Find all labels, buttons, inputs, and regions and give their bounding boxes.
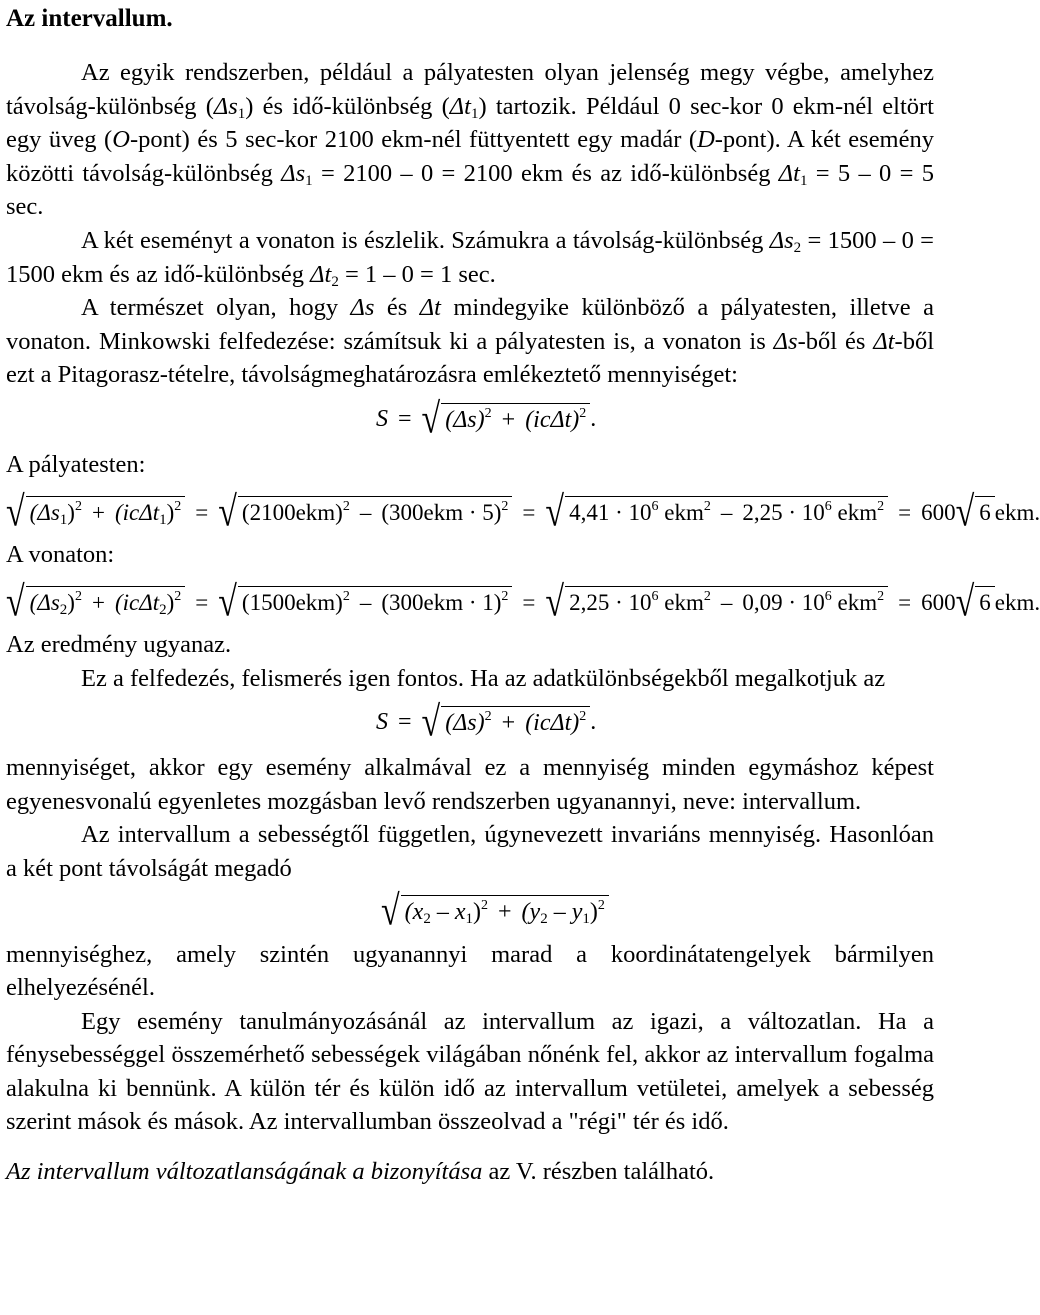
label-train: A vonaton:	[6, 540, 115, 568]
train-formula: √ $(\Delta s_2)^2 + (ic\Delta t_2)^2$ = √ $(1500ekm)^2 - (300ekm \cdot 1)^2$ = √ $2,25 \cdot 10^6$ $ekm^2 - 0,09 \cdot 10^6$ ekm$^2$ = 600 √ 6 ekm.	[6, 579, 1040, 626]
paragraph-5: Ez a felfedezés, felismerés igen fontos. Ha az adatkülönbségekből megalkotjuk az	[81, 664, 886, 692]
paragraph-7: Az intervallum a sebességtől független, úgynevezett invariáns mennyiség. Hasonlóan a két pont távolságát megadó	[6, 821, 934, 882]
interval-formula: S = √ $(\Delta s)^2 + (ic\Delta t)^2$ .	[376, 396, 597, 443]
footer-note: Az intervallum változatlanságának a bizonyítása az V. részben található.	[6, 1158, 715, 1186]
distance-formula: √ $(x_2 - x_1)^2 + (y_2 - y_1)^2$	[381, 886, 934, 938]
square-root: √ $(\Delta s)^2 + (ic\Delta t)^2$	[422, 403, 591, 437]
radical-sign: √	[421, 396, 441, 443]
paragraph-6: mennyiséget, akkor egy esemény alkalmával ez a mennyiség minden egymáshoz képest egyenesvonalú egyenletes mozgásban levő rendszerben ugyanannyi, neve: intervallum.	[6, 754, 934, 815]
paragraph-9: Egy esemény tanulmányozásánál az intervallum az igazi, a változatlan. Ha a fénysebességgel összemérhető sebességek világában nőnénk fel, akkor az intervallum fogalma alakulna ki bennünk. A külön tér és külön idő az intervallum vetületei, amelyek a sebesség szerint mások és mások. Az intervallumban összeolvad a "régi" tér és idő.	[6, 1007, 934, 1136]
paragraph-3: A természet olyan, hogy Δs és Δt mindegyike különböző a pályatesten, illetve a vonaton. Minkowski felfedezése: számítsuk ki a pályatesten is, a vonaton is Δs-ből és Δt-ből ezt a Pitagorasz-tételre, távolságmeghatározásra emlékeztető mennyiséget:	[6, 294, 934, 389]
paragraph-1: Az egyik rendszerben, például a pályatesten olyan jelenség megy végbe, amelyhez távolság-különbség $(\Delta s_1)$ és idő-különbség $(\Delta t_1)$ tartozik. Például 0 sec-kor 0 ekm-nél eltört egy üveg (O-pont) és 5 sec-kor 2100 ekm-nél füttyentett egy madár (D-pont). A két esemény közötti távolság-különbség $\Delta s_1 = 2100 - 0 = 2100$ ekm és az idő-különbség $\Delta t_1 = 5 - 0 = 5$ sec.	[6, 59, 934, 221]
interval-formula-repeat: S = √ $(\Delta s)^2 + (ic\Delta t)^2$ .	[376, 699, 597, 746]
paragraph-8: mennyiséghez, amely szintén ugyanannyi marad a koordinátatengelyek bármilyen elhelyezésénél.	[6, 940, 934, 1002]
label-track: A pályatesten:	[6, 450, 146, 478]
paragraph-4: Az eredmény ugyanaz.	[6, 630, 232, 658]
track-formula: √ $(\Delta s_1)^2 + (ic\Delta t_1)^2$ = √ $(2100ekm)^2 - (300ekm \cdot 5)^2$ = √ $4,41 \cdot 10^6$ $ekm^2 - 2,25 \cdot 10^6$ ekm$^2$ = 600 √ 6 ekm.	[6, 489, 1040, 536]
paragraph-2: A két eseményt a vonaton is észlelik. Számukra a távolság-különbség $\Delta s_2 = 1500 - 0 = 1500$ ekm és az idő-különbség $\Delta t_2 = 1 - 0 = 1$ sec.	[6, 226, 934, 290]
page-title: Az intervallum.	[6, 5, 173, 32]
